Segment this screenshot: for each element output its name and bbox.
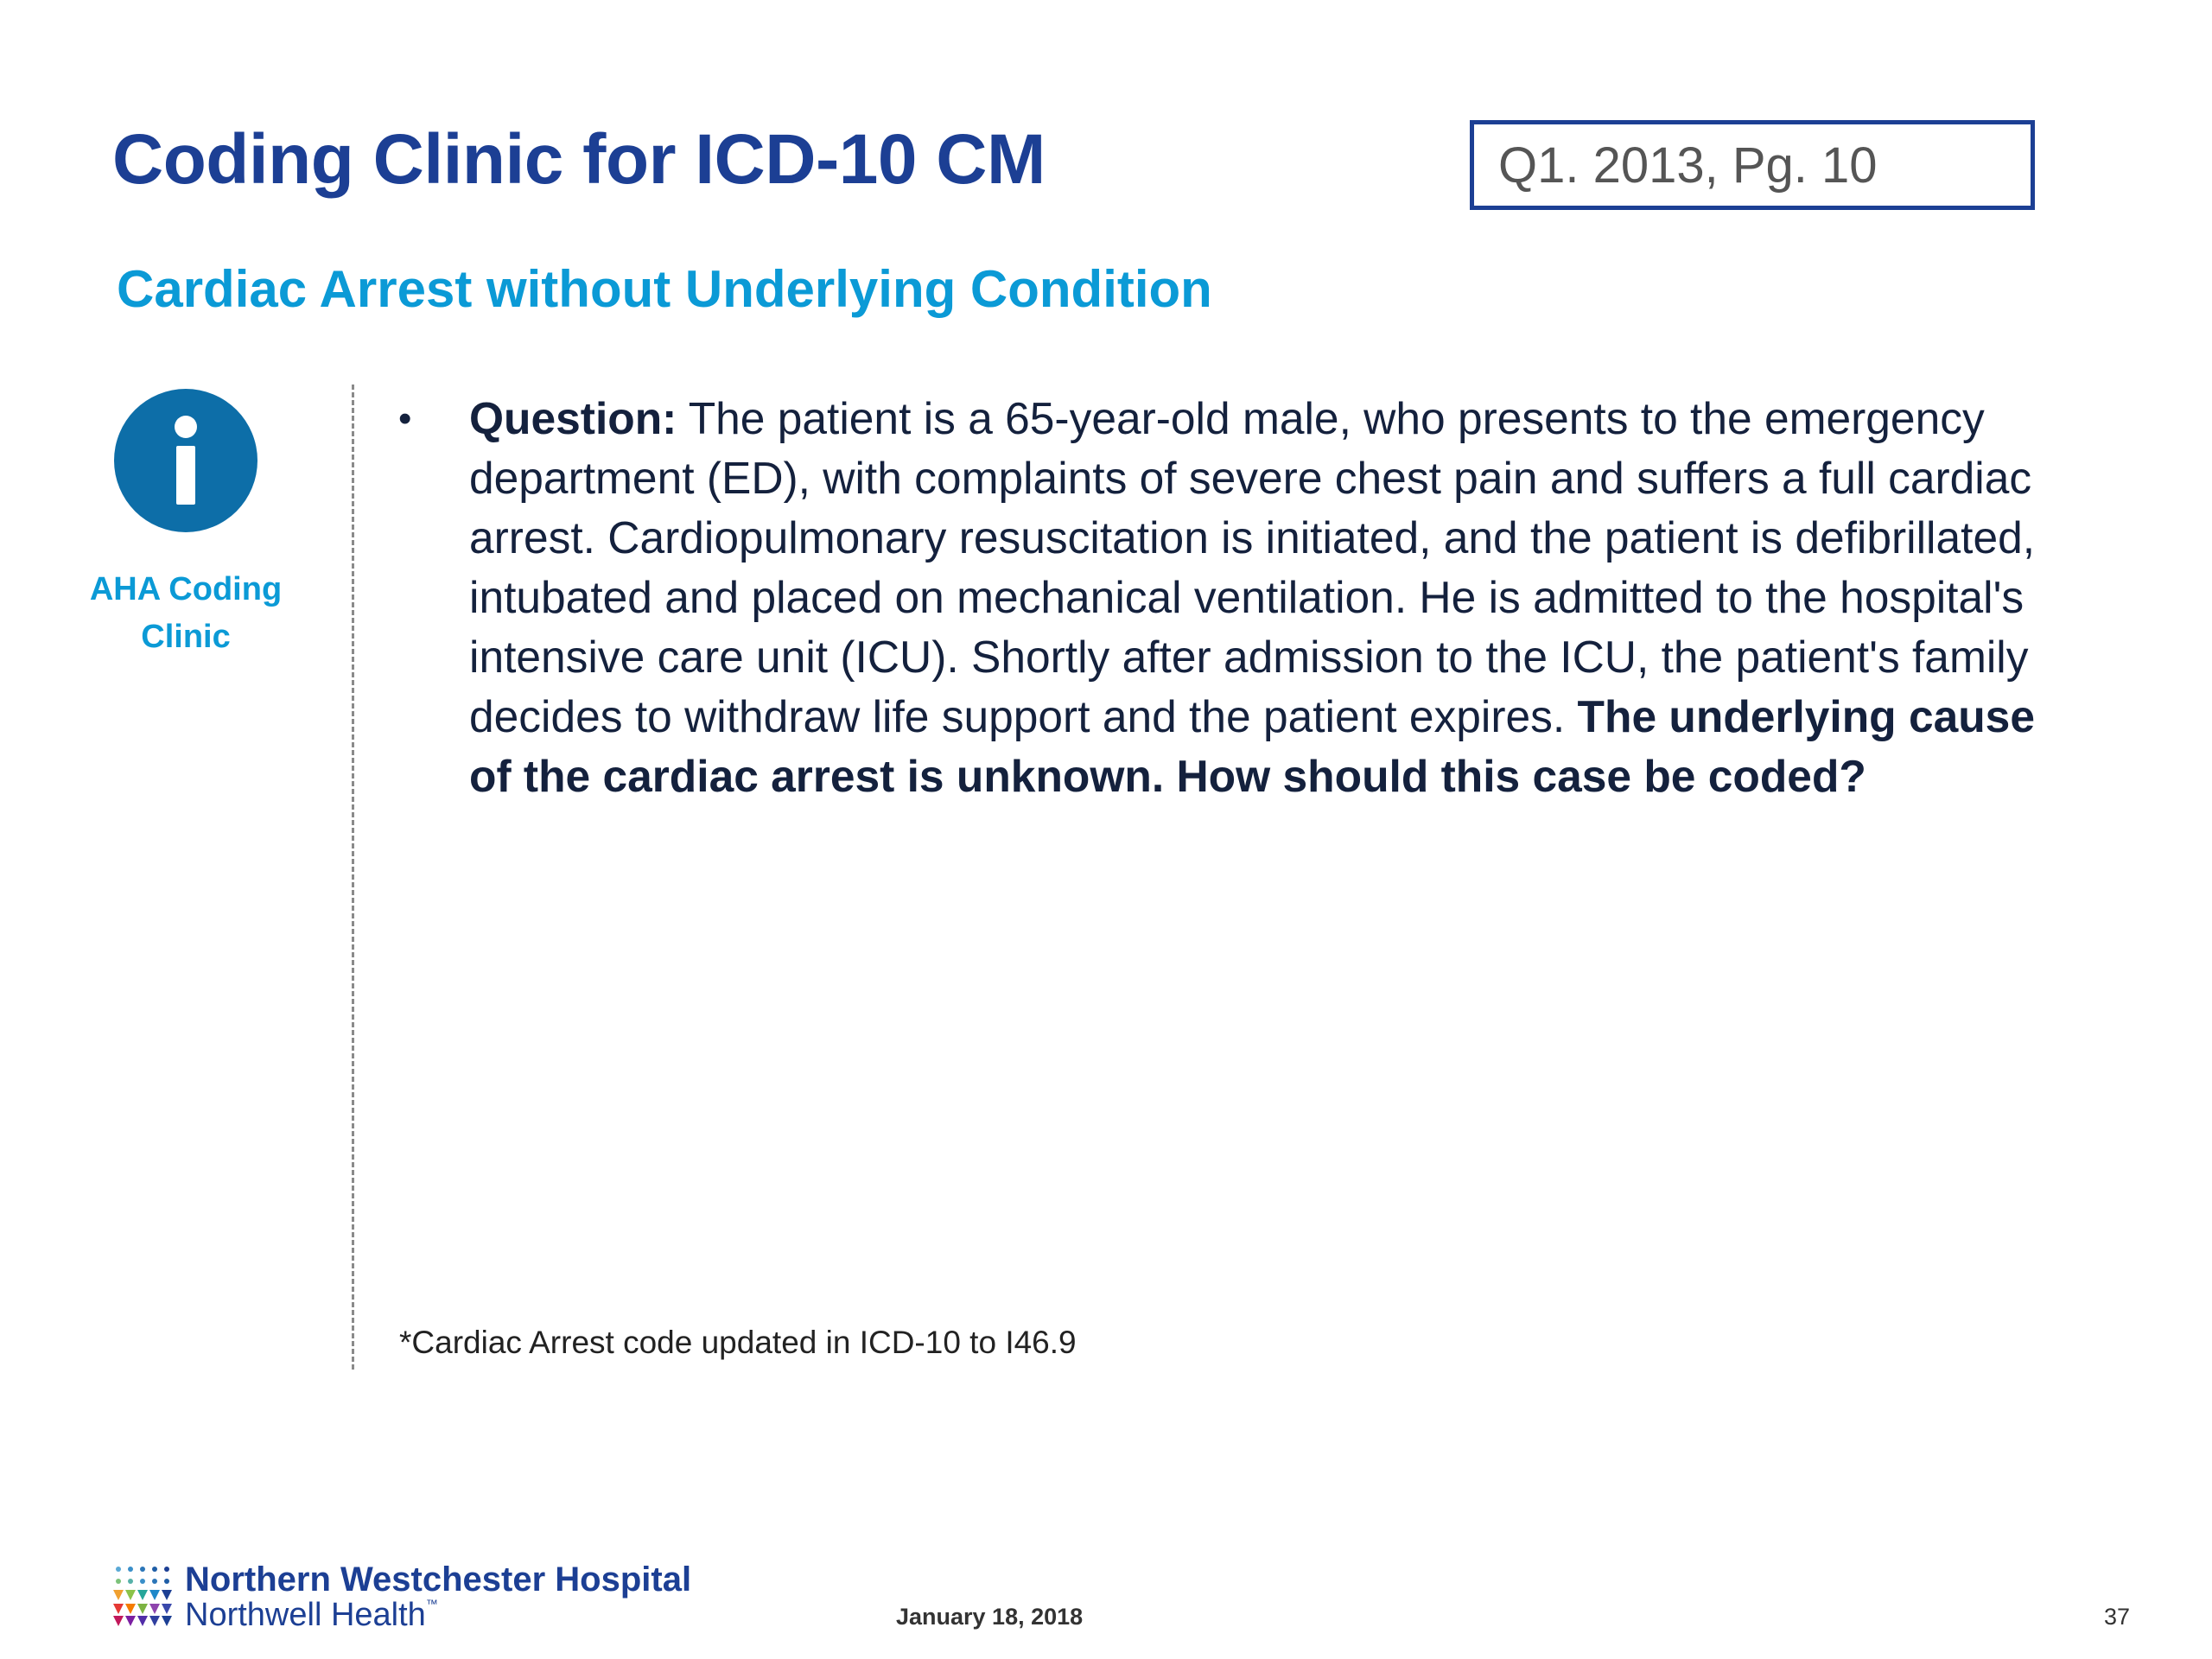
trademark-mark: ™	[425, 1597, 438, 1611]
logo-network-name	[185, 1597, 438, 1634]
slide-subtitle: Cardiac Arrest without Underlying Condition	[117, 260, 1212, 318]
bullet-marker: •	[398, 397, 412, 440]
sidebar-label: AHA Coding Clinic	[89, 571, 283, 655]
vertical-divider	[352, 385, 354, 1370]
question-label: Question:	[469, 393, 677, 443]
bullet-list	[393, 389, 2087, 806]
question-emphasis: The underlying cause of the cardiac arrest is unknown. How should this case be coded?	[469, 691, 2035, 801]
reference-box	[1470, 120, 2035, 210]
footnote: *Cardiac Arrest code updated in ICD-10 to I46.9	[399, 1325, 1077, 1360]
footer-date: January 18, 2018	[896, 1604, 1084, 1630]
question-text: The patient is a 65-year-old male, who presents to the emergency department (ED), with complaints of severe chest pain and suffers a full cardiac arrest. Cardiopulmonary resuscitation is initiated, and the patient is defibrillated, intubated and placed on mechanical ventilation. He is admitted to the hospital's intensive care unit (ICU). Shortly after admission to the ICU, the patient's family decides to withdraw life support and the patient expires.	[469, 393, 2036, 741]
logo-hospital-name: Northern Westchester Hospital	[185, 1560, 692, 1599]
page-number: 37	[2104, 1604, 2131, 1630]
info-icon	[114, 389, 257, 532]
reference-text: Q1. 2013, Pg. 10	[1498, 137, 1878, 194]
logo-network-text: Northwell Health	[185, 1597, 426, 1633]
list-item	[393, 389, 2087, 806]
logo-mark-icon	[112, 1564, 173, 1626]
slide-title: Coding Clinic for ICD-10 CM	[112, 120, 1046, 199]
